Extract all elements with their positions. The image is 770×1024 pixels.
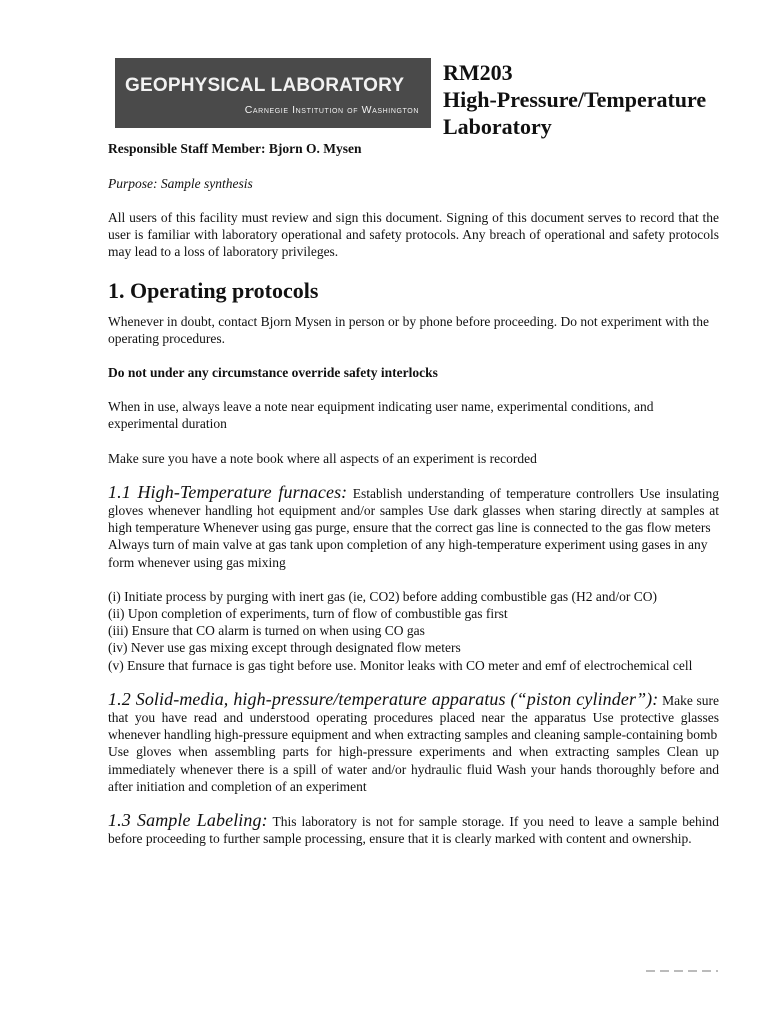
document-body [108,209,719,864]
logo-title: GEOPHYSICAL LABORATORY [125,75,405,96]
piston-cylinder-paragraph-2: Use gloves when assembling parts for high-pressure experiments and when extracting samples Clean up immediately whenever there is a spill of water and/or hydraulic fluid Wash your hands thoroughly before and after initiation and completion of an experiment [108,744,719,794]
furnaces-text: Establish understanding of temperature controllers Use insulating gloves whenever handling hot equipment and/or samples Use dark glasses when staring directly at samples at high temperature Whenever using gas purge, ensure that the correct gas line is connected to the gas flow meters [108,485,719,536]
section-heading-operating-protocols: 1. Operating protocols [108,277,319,303]
piston-cylinder-paragraph [108,688,720,744]
gas-mixing-list [108,588,719,674]
purpose-line: Purpose: Sample synthesis [108,176,253,191]
lab-name-line-1: High-Pressure/Temperature [443,87,707,112]
responsible-staff: Responsible Staff Member: Bjorn O. Mysen [108,141,362,156]
furnaces-paragraph [108,481,719,537]
intro-paragraph: All users of this facility must review and sign this document. Signing of this document serves to record that the user is familiar with laboratory operational and safety protocols. Any breach of operational and safety protocols may lead to a loss of laboratory privileges. [108,210,719,260]
list-item: (iv) Never use gas mixing except through designated flow meters [108,640,461,656]
page-footer-mark [646,970,718,972]
sample-labeling-heading: 1.3 Sample Labeling: [108,810,268,831]
geophysical-laboratory-logo [115,58,431,128]
operating-paragraph-1: Whenever in doubt, contact Bjorn Mysen in person or by phone before proceeding. Do not experiment with the operating procedures. [108,313,709,346]
document-title [443,59,753,140]
list-item: (v) Ensure that furnace is gas tight before use. Monitor leaks with CO meter and emf of electrochemical cell [108,657,693,673]
sample-labeling-text: This laboratory is not for sample storage. If you need to leave a sample behind before proceeding to further sample processing, ensure that it is clearly marked with content and ownership. [108,814,719,847]
room-number: RM203 [443,60,513,85]
piston-cylinder-text: Make sure that you have read and understood operating procedures placed near the apparatus Use protective glasses whenever handling high-pressure equipment and when extracting samples and cleaning sample-containing bomb [108,692,720,743]
list-item: (ii) Upon completion of experiments, turn of flow of combustible gas first [108,606,508,622]
furnaces-paragraph-2: Always turn of main valve at gas tank upon completion of any high-temperature experiment using gases in any form whenever using gas mixing [108,537,708,570]
list-item: (iii) Ensure that CO alarm is turned on when using CO gas [108,623,425,639]
sample-labeling-paragraph [108,812,719,847]
safety-interlock-warning: Do not under any circumstance override safety interlocks [108,365,438,381]
furnaces-heading: 1.1 High-Temperature furnaces: [108,481,348,502]
logo-subtitle: Carnegie Institution of Washington [244,104,419,116]
lab-name-line-2: Laboratory [443,114,552,139]
operating-paragraph-2: When in use, always leave a note near equipment indicating user name, experimental conditions, and experimental duration [108,399,654,432]
list-item: (i) Initiate process by purging with inert gas (ie, CO2) before adding combustible gas (H2 and/or CO) [108,588,657,604]
operating-paragraph-3: Make sure you have a note book where all aspects of an experiment is recorded [108,450,537,466]
piston-cylinder-heading: 1.2 Solid-media, high-pressure/temperature apparatus (“piston cylinder”): [108,688,659,709]
